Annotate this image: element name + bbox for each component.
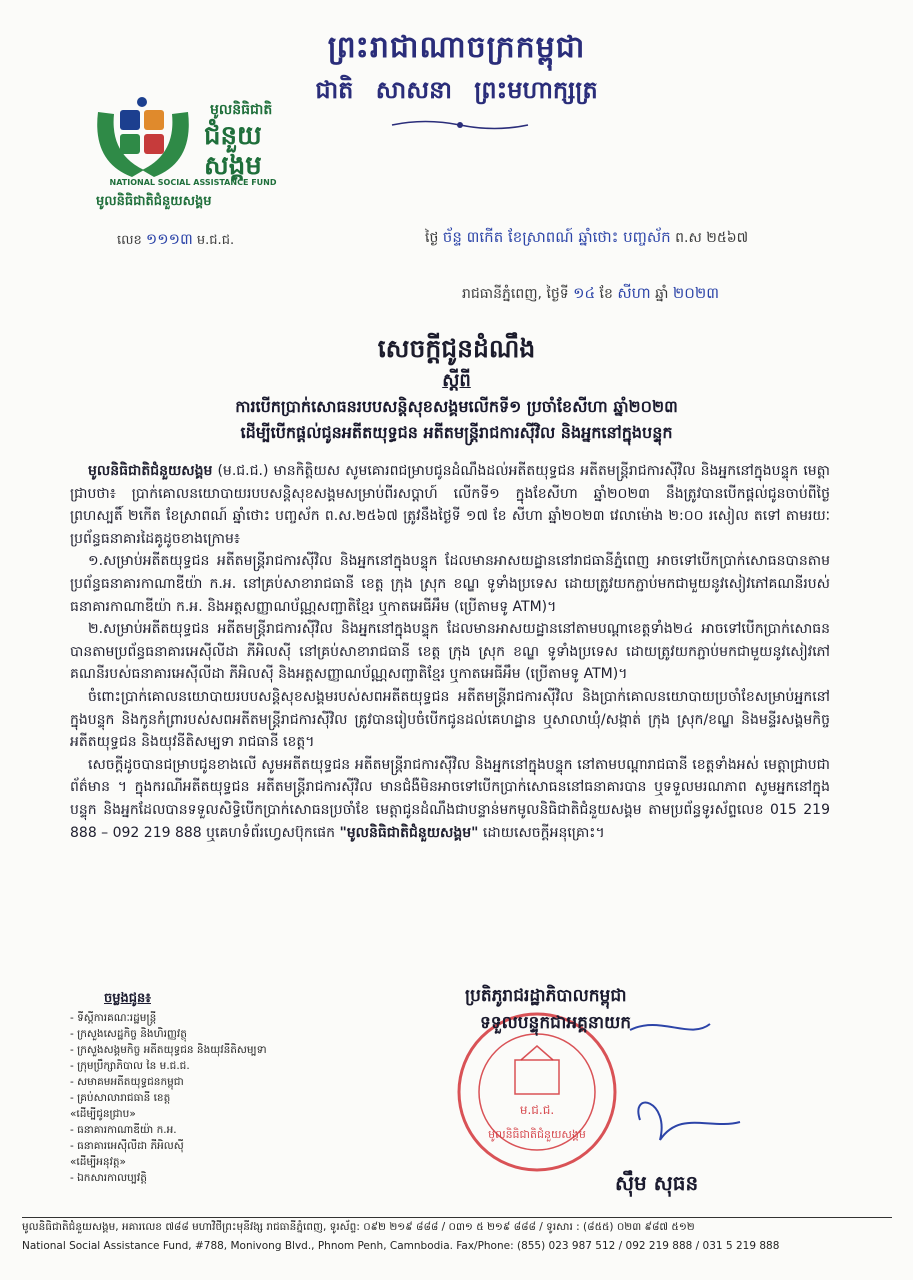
- cc-item: - ក្រុមប្រឹក្សាភិបាល នៃ ម.ជ.ជ.: [70, 1060, 190, 1072]
- cc-item: - ទីស្តីការគណៈរដ្ឋមន្ត្រី: [70, 1012, 157, 1024]
- paragraph-closing: [70, 754, 830, 844]
- cc-item: - ធនាគារកាណាឌីយ៉ា ក.អ.: [70, 1124, 177, 1136]
- cc-item: «ដើម្បីជូនជ្រាប»: [70, 1108, 136, 1120]
- lunar-date-prefix: ថ្ងៃ: [425, 230, 439, 246]
- cc-title: ចម្លងជូន៖: [104, 991, 151, 1006]
- handwritten-signature: [600, 1010, 750, 1160]
- lunar-date-suffix: ព.ស ២៥៦៧: [675, 230, 749, 246]
- cc-item: «ដើម្បីអនុវត្ត»: [70, 1156, 126, 1168]
- solar-month: សីហា: [617, 284, 651, 302]
- paragraph-provinces: ២.សម្រាប់អតីតយុទ្ធជន អតីតមន្ត្រីរាជការស៊ីវិល និងអ្នកនៅក្នុងបន្ទុក ដែលមានអាសយដ្ឋាននៅតាមបណ្តាខេត្តទាំង២៤ អាចទៅបើកប្រាក់សោធនបានតាមប្រព័ន្ធធនាគារអេស៊ីលីដា ភីអិលស៊ី នៅគ្រប់សាខារាជធានី ខេត្ត ក្រុង ស្រុក ខណ្ឌ ទូទាំងប្រទេស ដោយត្រូវយកភ្ជាប់មកជាមួយនូវសៀវភៅគណនីរបស់ធនាគារអេស៊ីលីដា ភីអិលស៊ី និងអត្តសញ្ញាណប័ណ្ណសញ្ជាតិខ្មែរ ឬកាតអេធីអឹម (ប្រើតាមទូ ATM)។: [70, 621, 830, 683]
- national-motto: ជាតិ សាសនា ព្រះមហាក្សត្រ: [315, 76, 598, 104]
- kingdom-title: ព្រះរាជាណាចក្រកម្ពុជា: [327, 30, 586, 65]
- logo-english-name: NATIONAL SOCIAL ASSISTANCE FUND: [109, 178, 277, 187]
- cc-item: - សមាគមអតីតយុទ្ធជនកម្ពុជា: [70, 1076, 184, 1088]
- reference-number: [117, 230, 234, 252]
- reference-suffix: ម.ជ.ជ.: [196, 233, 235, 248]
- document-title: សេចក្តីជូនដំណឹង: [377, 334, 536, 363]
- intro-org-abbr: (ម.ជ.ជ.): [217, 463, 269, 479]
- closing-end: ដោយសេចក្តីអនុគ្រោះ។: [482, 824, 605, 841]
- cc-item: - ក្រសួងសេដ្ឋកិច្ច និងហិរញ្ញវត្ថុ: [70, 1028, 187, 1040]
- footer-divider: [22, 1217, 892, 1218]
- signatory-title-line1: ប្រតិភូរាជរដ្ឋាភិបាលកម្ពុជា: [465, 986, 627, 1006]
- cc-item: - គ្រប់សាលារាជធានី ខេត្ត: [70, 1092, 171, 1104]
- lunar-date-handwritten: ច័ន្ទ ៣កើត ខែស្រាពណ៍ ឆ្នាំថោះ បញ្ចស័ក: [442, 228, 671, 246]
- header-ornament: [390, 118, 530, 132]
- seal-text: មូលនិធិជាតិជំនួយសង្គម: [488, 1128, 586, 1141]
- subject-line-1: ការបើកប្រាក់សោធនរបបសន្តិសុខសង្គមលើកទី១ ប្រចាំខែសីហា ឆ្នាំ២០២៣: [235, 397, 678, 416]
- cc-item: - ឯកសារកាលប្បវត្តិ: [70, 1172, 147, 1184]
- subject-line-2: ដើម្បីបើកផ្តល់ជូនអតីតយុទ្ធជន អតីតមន្ត្រីរាជការស៊ីវិល និងអ្នកនៅក្នុងបន្ទុក: [240, 423, 673, 442]
- signatory-title-line2: ទទួលបន្ទុកជាអគ្គនាយក: [480, 1013, 632, 1033]
- intro-org-name: មូលនិធិជាតិជំនួយសង្គម: [88, 463, 213, 479]
- paragraph-phnom-penh: ១.សម្រាប់អតីតយុទ្ធជន អតីតមន្ត្រីរាជការស៊ីវិល និងអ្នកនៅក្នុងបន្ទុក ដែលមានអាសយដ្ឋាននៅរាជធានីភ្នំពេញ អាចទៅបើកប្រាក់សោធនបានតាមប្រព័ន្ធធនាគារកាណាឌីយ៉ា ក.អ. នៅគ្រប់សាខារាជធានី ខេត្ត ក្រុង ស្រុក ខណ្ឌ ទូទាំងប្រទេស ដោយត្រូវយកភ្ជាប់មកជាមួយនូវសៀវភៅគណនីរបស់ធនាគារកាណាឌីយ៉ា ក.អ. និងអត្តសញ្ញាណប័ណ្ណសញ្ជាតិខ្មែរ ឬកាតអេធីអឹម (ប្រើតាមទូ ATM)។: [70, 553, 830, 615]
- cc-list: [70, 1010, 267, 1186]
- document-body: [70, 460, 830, 844]
- logo-khmer-name: មូលនិធិជាតិជំនួយសង្គម: [96, 194, 212, 209]
- cc-item: - ក្រសួងសង្គមកិច្ច អតីតយុទ្ធជន និងយុវនីតិសម្បទា: [70, 1044, 267, 1056]
- solar-date: [462, 284, 719, 306]
- cc-item: - ធនាគារអេស៊ីលីដា ភីអិលស៊ី: [70, 1140, 184, 1152]
- reference-number-value: ១១១៣: [145, 230, 193, 248]
- reference-label: លេខ: [117, 233, 142, 248]
- paragraph-intro: [70, 460, 830, 550]
- signatory-name: ស៊ឹម សុធន: [615, 1171, 699, 1195]
- logo-title-line3: សង្គម: [204, 151, 262, 181]
- solar-year-label: ឆ្នាំ: [655, 286, 669, 302]
- solar-month-label: ខែ: [599, 286, 613, 302]
- closing-facebook-page: "មូលនិធិជាតិជំនួយសង្គម": [339, 824, 479, 841]
- solar-day: ១៤: [573, 284, 596, 302]
- lunar-date: [425, 228, 748, 250]
- paragraph-deceased: ចំពោះប្រាក់គោលនយោបាយរបបសន្តិសុខសង្គមរបស់សពអតីតយុទ្ធជន អតីតមន្ត្រីរាជការស៊ីវិល និងប្រាក់គោលនយោបាយប្រចាំខែសម្រាប់អ្នកនៅក្នុងបន្ទុក និងកូនកំព្រារបស់សពអតីតមន្ត្រីរាជការស៊ីវិល ត្រូវបានរៀបចំបើកជូនដល់គេហដ្ឋាន ឬសាលាឃុំ/សង្កាត់ ក្រុង ស្រុក/ខណ្ឌ និងមន្ទីរសង្គមកិច្ច អតីតយុទ្ធជន និងយុវនីតិសម្បទា រាជធានី ខេត្ត។: [70, 688, 830, 751]
- subject-label: ស្តីពី: [442, 370, 471, 391]
- solar-date-prefix: រាជធានីភ្នំពេញ, ថ្ងៃទី: [462, 286, 569, 302]
- closing-text: សេចក្តីដូចបានជម្រាបជូនខាងលើ សូមអតីតយុទ្ធជន អតីតមន្ត្រីរាជការស៊ីវិល និងអ្នកនៅក្នុងបន្ទុក នៅតាមបណ្តារាជធានី ខេត្តទាំងអស់ មេត្តាជ្រាបជាព័ត៌មាន ។ ក្នុងករណីអតីតយុទ្ធជន អតីតមន្ត្រីរាជការស៊ីវិល មានជំងឺមិនអាចទៅបើកប្រាក់សោធននៅធនាគារបាន ឬទទួលមរណភាព សូមអ្នកនៅក្នុងបន្ទុក និងអ្នកដែលបានទទួលសិទ្ធិបើកប្រាក់សោធនប្រចាំខែ មេត្តាជូនដំណឹងជាបន្ទាន់មកមូលនិធិជាតិជំនួយសង្គម តាមប្រព័ន្ធទូរស័ព្ទលេខ 015 219 888 – 092 219 888 ឬគេហទំព័រហ្វេសប៊ុកផេក: [70, 756, 830, 841]
- logo-title-line2: ជំនួយ: [204, 121, 262, 151]
- intro-text: មានកិត្តិយស សូមគោរពជម្រាបជូនដំណឹងដល់អតីតយុទ្ធជន អតីតមន្ត្រីរាជការស៊ីវិល និងអ្នកនៅក្នុងបន្ទុក មេត្តាជ្រាបថា៖ ប្រាក់គោលនយោបាយរបបសន្តិសុខសង្គមសម្រាប់ពីរសប្តាហ៍ លើកទី១ ក្នុងខែសីហា ឆ្នាំ២០២៣ នឹងត្រូវបានបើកផ្តល់ជូនចាប់ពីថ្ងៃ ព្រហស្បតិ៍ ២កើត ខែស្រាពណ៍ ឆ្នាំថោះ បញ្ចស័ក ព.ស.២៥៦៧ ត្រូវនឹងថ្ងៃទី ១៧ ខែ សីហា ឆ្នាំ២០២៣ វេលាម៉ោង ២:០០ រសៀល តទៅ តាមរយៈប្រព័ន្ធធនាគារដៃគូដូចខាងក្រោម៖: [70, 463, 831, 547]
- footer-address-khmer: មូលនិធិជាតិជំនួយសង្គម, អគារលេខ ៧៨៨ មហាវិថីព្រះមុនីវង្ស រាជធានីភ្នំពេញ, ទូរស័ព្ទ: ០៩២ ២១៩ ៨៨៨ / ០៣១ ៥ ២១៩ ៨៨៨ / ទូរសារ : (៨៥៥) ០២៣ ៩៨៧ ៥១២: [22, 1221, 695, 1233]
- seal-abbr: ម.ជ.ជ.: [519, 1103, 555, 1117]
- footer-address-english: National Social Assistance Fund, #788, Monivong Blvd., Phnom Penh, Camnbodia. Fax/Phone: (855) 023 987 512 / 092 219 888 / 031 5 219 888: [22, 1240, 780, 1252]
- logo-title-line1: មូលនិធិជាតិ: [210, 102, 273, 118]
- solar-year: ២០២៣: [672, 284, 720, 302]
